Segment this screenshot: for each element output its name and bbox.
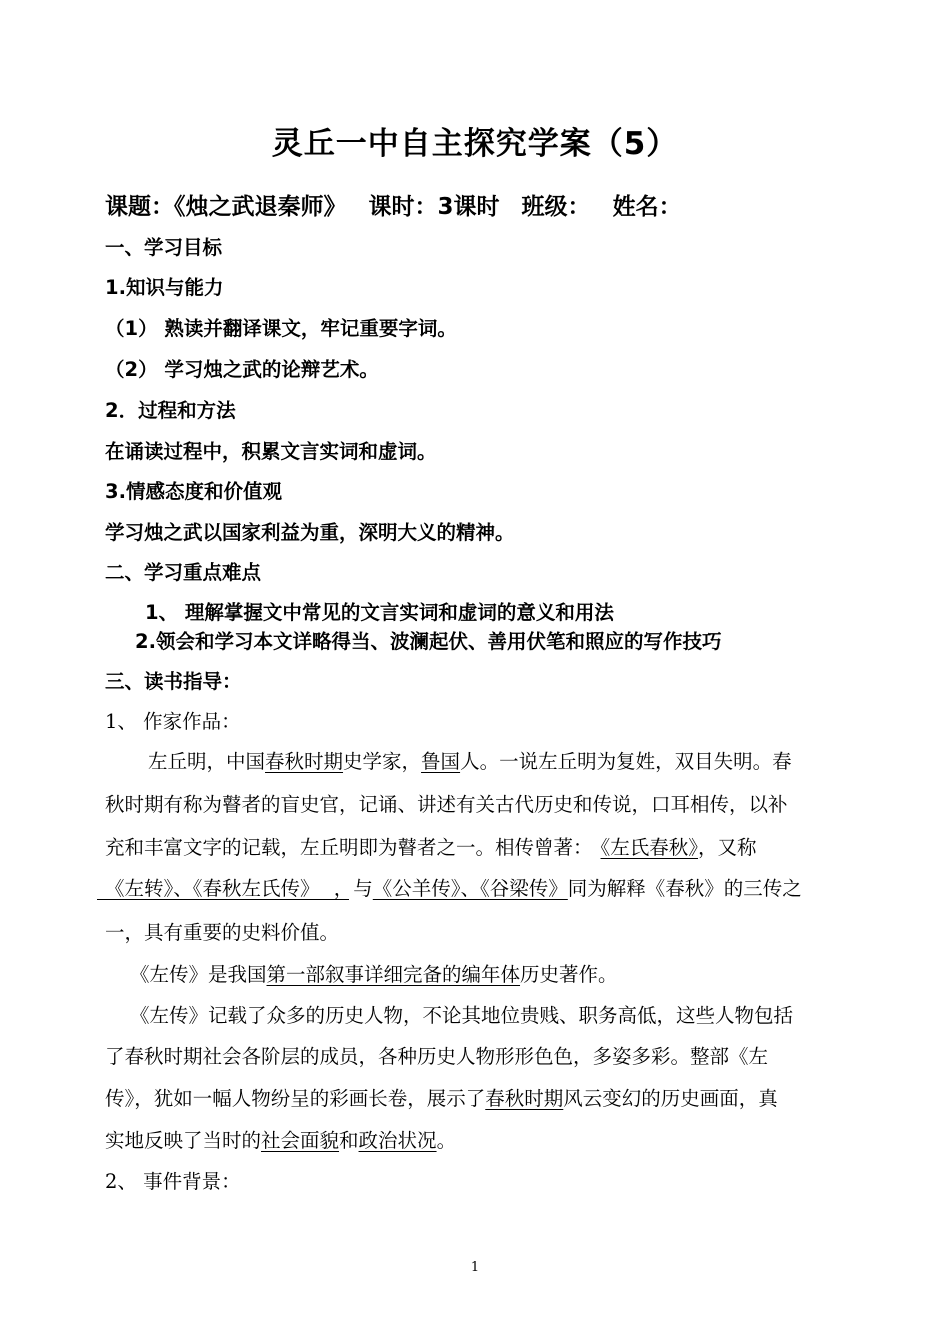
lesson-header: [105, 188, 696, 221]
section-1-heading: 一、学习目标: [105, 236, 223, 259]
characters-paragraph-line-3: 传》，犹如一幅人物纷呈的彩画长卷，展示了春秋时期风云变幻的历史画面，真: [105, 1087, 778, 1110]
goal-2-text: 在诵读过程中，积累文言实词和虚词。: [105, 440, 437, 463]
characters-paragraph-line-1: 《左传》记载了众多的历史人物，不论其地位贵贱、职务高低，这些人物包括: [130, 1004, 794, 1027]
lesson-topic: 课题：《烛之武退秦师》: [105, 194, 347, 220]
section-2-heading: 二、学习重点难点: [105, 561, 262, 584]
key-point-2: 2.领会和学习本文详略得当、波澜起伏、善用伏笔和照应的写作技巧: [135, 630, 722, 653]
zuozhuan-paragraph: 《左传》是我国第一部叙事详细完备的编年体历史著作。: [130, 963, 618, 986]
subsection-author-heading: 1、 作家作品：: [105, 710, 241, 733]
author-paragraph-line-5: 一，具有重要的史料价值。: [105, 921, 340, 944]
author-paragraph-line-4: 《左转》、《春秋左氏传》 ，与《公羊传》、《谷梁传》同为解释《春秋》的三传之: [105, 877, 802, 900]
goal-2-heading: 2．过程和方法: [105, 399, 236, 422]
lesson-period: 课时：3课时: [368, 194, 500, 220]
lesson-class: 班级：: [521, 194, 591, 220]
author-paragraph-line-2: 秋时期有称为瞽者的盲史官，记诵、讲述有关古代历史和传说，口耳相传，以补: [105, 793, 788, 816]
goal-3-text: 学习烛之武以国家利益为重，深明大义的精神。: [105, 521, 515, 544]
page-title: 灵丘一中自主探究学案（5）: [271, 126, 679, 162]
goal-1-item-1: （1） 熟读并翻译课文，牢记重要字词。: [105, 317, 457, 340]
author-paragraph-line-1: 左丘明，中国春秋时期史学家，鲁国人。一说左丘明为复姓，双目失明。春: [148, 750, 792, 773]
page-number: 1: [470, 1260, 480, 1275]
key-point-1: 1、 理解掌握文中常见的文言实词和虚词的意义和用法: [145, 601, 614, 624]
goal-3-heading: 3.情感态度和价值观: [105, 480, 282, 503]
characters-paragraph-line-4: 实地反映了当时的社会面貌和政治状况。: [105, 1129, 457, 1152]
subsection-background-heading: 2、 事件背景：: [105, 1170, 241, 1193]
section-3-heading: 三、读书指导：: [105, 670, 242, 693]
author-paragraph-line-3: 充和丰富文字的记载，左丘明即为瞽者之一。相传曾著： 《左氏春秋》，又称: [105, 836, 757, 859]
characters-paragraph-line-2: 了春秋时期社会各阶层的成员，各种历史人物形形色色，多姿多彩。整部《左: [105, 1045, 769, 1068]
goal-1-item-2: （2） 学习烛之武的论辩艺术。: [105, 358, 379, 381]
goal-1-heading: 1.知识与能力: [105, 276, 224, 299]
lesson-name: 姓名：: [612, 194, 682, 220]
